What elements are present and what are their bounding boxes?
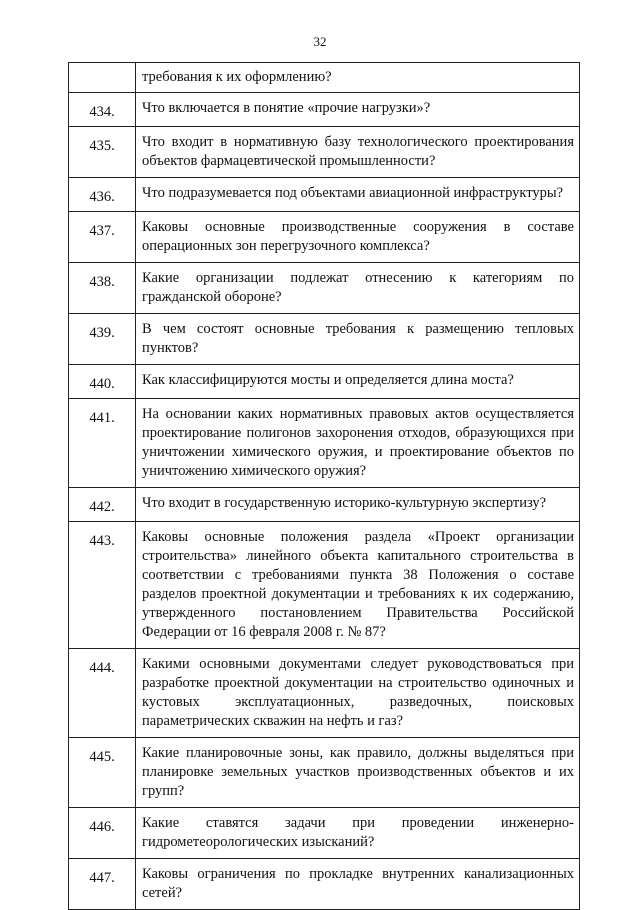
- table-row: [69, 738, 580, 808]
- row-number: [69, 63, 136, 93]
- question-text: Каковы основные положения раздела «Проект организации строительства» линейного объекта капитального строительства в соответствии с требованиями пункта 38 Положения о составе разделов проектной документации и требованиях к их содержанию, утвержденного постановлением Правительства Российской Федерации от 16 февраля 2008 г. № 87?: [136, 522, 580, 649]
- row-number: 436.: [69, 178, 136, 212]
- table-row: [69, 859, 580, 910]
- table-row: [69, 93, 580, 127]
- table-row: [69, 808, 580, 859]
- row-number: 440.: [69, 365, 136, 399]
- question-text: Какие ставятся задачи при проведении инженерно-гидрометеорологических изысканий?: [136, 808, 580, 859]
- table-row: [69, 399, 580, 488]
- table-row: [69, 63, 580, 93]
- question-text: Что входит в государственную историко-культурную экспертизу?: [136, 488, 580, 522]
- question-text: В чем состоят основные требования к размещению тепловых пунктов?: [136, 314, 580, 365]
- question-text: Какими основными документами следует руководствоваться при разработке проектной документации на строительство одиночных и кустовых эксплуатационных, разведочных, поисковых параметрических скважин на нефть и газ?: [136, 649, 580, 738]
- table-row: [69, 365, 580, 399]
- row-number: 434.: [69, 93, 136, 127]
- question-text: Каковы основные производственные сооружения в составе операционных зон перегрузочного комплекса?: [136, 212, 580, 263]
- page-number: 32: [313, 34, 327, 49]
- question-text: На основании каких нормативных правовых актов осуществляется проектирование полигонов захоронения отходов, образующихся при уничтожении химического оружия, и проектирование объектов по уничтожению химического оружия?: [136, 399, 580, 488]
- table-row: [69, 649, 580, 738]
- row-number: 441.: [69, 399, 136, 488]
- row-number: 439.: [69, 314, 136, 365]
- table-row: [69, 127, 580, 178]
- row-number: 445.: [69, 738, 136, 808]
- row-number: 438.: [69, 263, 136, 314]
- question-text: Что входит в нормативную базу технологического проектирования объектов фармацевтической промышленности?: [136, 127, 580, 178]
- table-row: [69, 178, 580, 212]
- row-number: 447.: [69, 859, 136, 910]
- row-number: 443.: [69, 522, 136, 649]
- table-row: [69, 314, 580, 365]
- table-row: [69, 488, 580, 522]
- row-number: 442.: [69, 488, 136, 522]
- question-text: Как классифицируются мосты и определяется длина моста?: [136, 365, 580, 399]
- questions-table: [68, 62, 580, 910]
- question-text: Какие планировочные зоны, как правило, должны выделяться при планировке земельных участков производственных объектов и их групп?: [136, 738, 580, 808]
- question-text: Каковы ограничения по прокладке внутренних канализационных сетей?: [136, 859, 580, 910]
- row-number: 444.: [69, 649, 136, 738]
- table-row: [69, 212, 580, 263]
- row-number: 435.: [69, 127, 136, 178]
- row-number: 446.: [69, 808, 136, 859]
- question-text: требования к их оформлению?: [136, 63, 580, 93]
- question-text: Какие организации подлежат отнесению к категориям по гражданской обороне?: [136, 263, 580, 314]
- question-text: Что подразумевается под объектами авиационной инфраструктуры?: [136, 178, 580, 212]
- question-text: Что включается в понятие «прочие нагрузки»?: [136, 93, 580, 127]
- table-row: [69, 522, 580, 649]
- row-number: 437.: [69, 212, 136, 263]
- table-row: [69, 263, 580, 314]
